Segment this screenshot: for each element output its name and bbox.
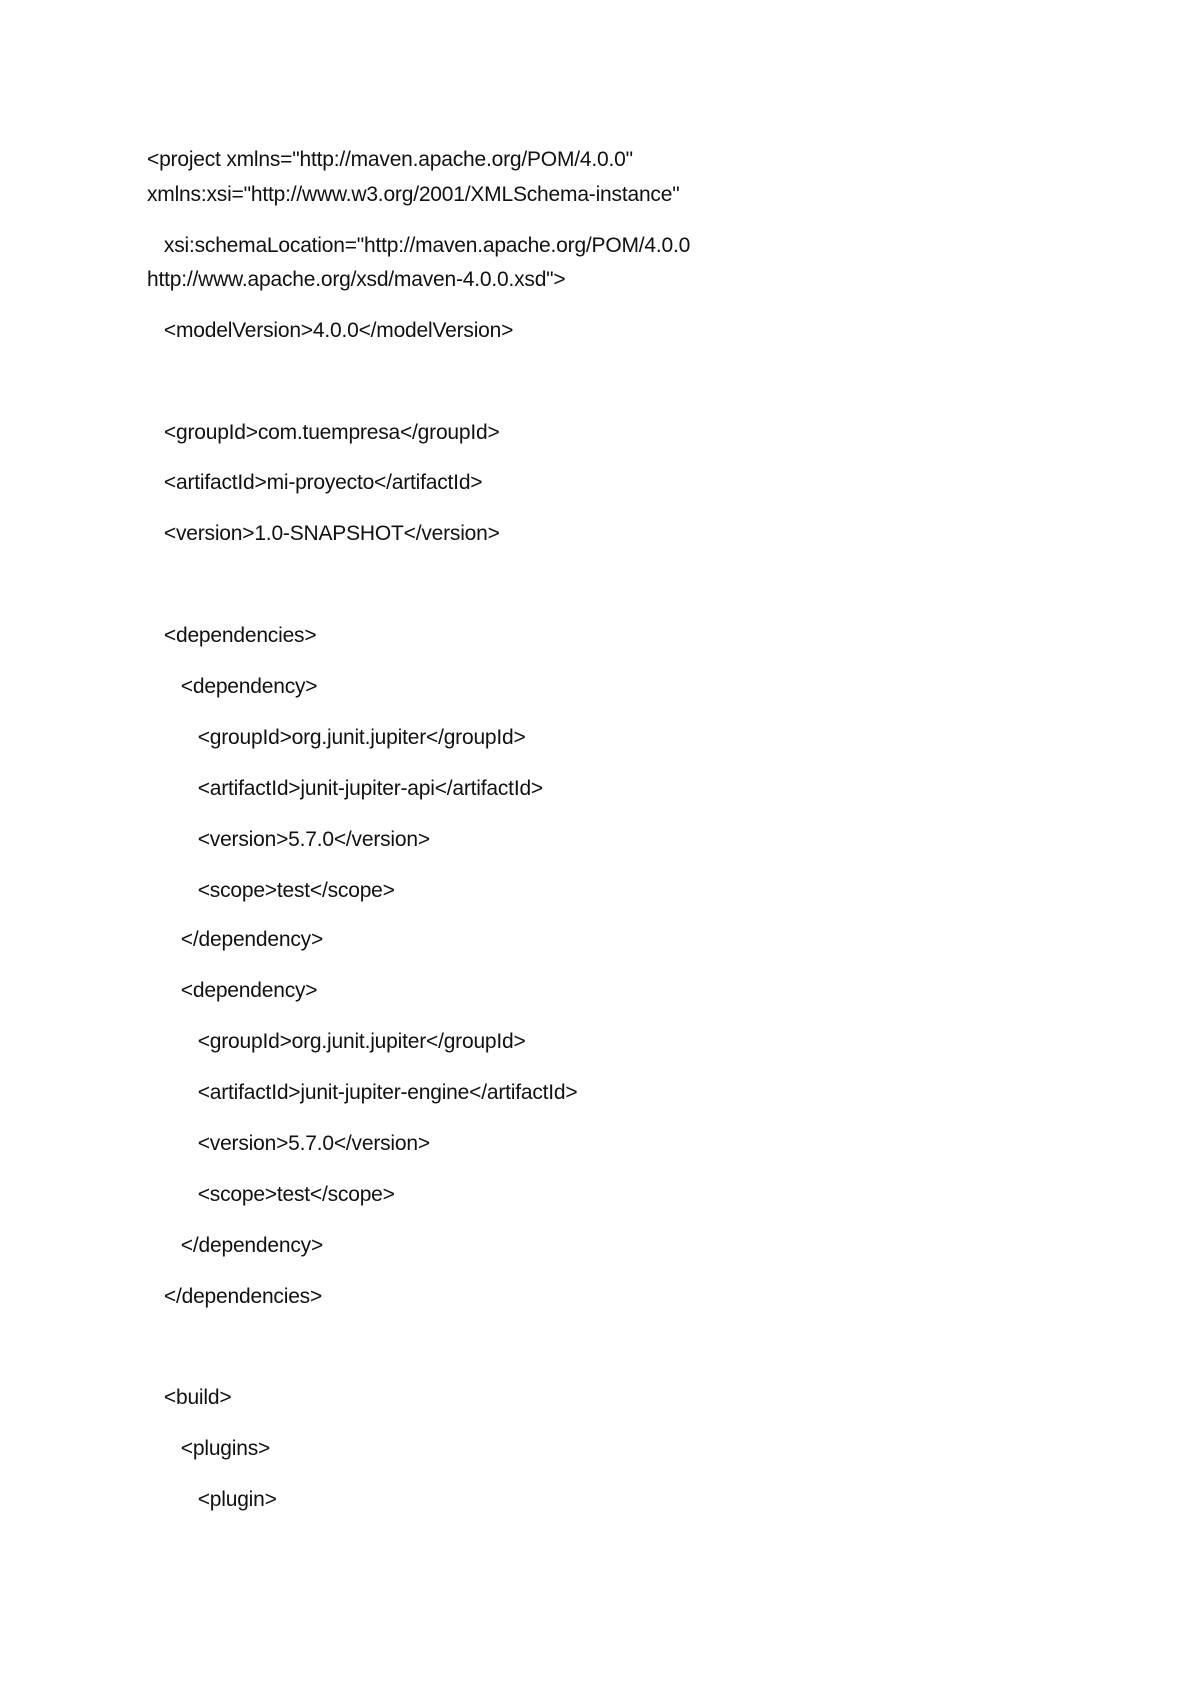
xml-line: <groupId>com.tuempresa</groupId> [147, 421, 500, 444]
xml-line: <dependencies> [147, 624, 317, 647]
xml-line: <scope>test</scope> [147, 879, 395, 902]
xml-line: <groupId>org.junit.jupiter</groupId> [147, 726, 526, 749]
xml-line: <artifactId>mi-proyecto</artifactId> [147, 471, 483, 494]
xml-line: <version>5.7.0</version> [147, 1132, 430, 1155]
xml-line: <build> [147, 1386, 232, 1409]
xml-line: http://www.apache.org/xsd/maven-4.0.0.xsd"> [147, 268, 566, 291]
xml-line: <version>5.7.0</version> [147, 828, 430, 851]
xml-line: <artifactId>junit-jupiter-engine</artifactId> [147, 1081, 578, 1104]
xml-line: <dependency> [147, 979, 318, 1002]
xml-line: </dependency> [147, 928, 324, 951]
xml-line: xsi:schemaLocation="http://maven.apache.org/POM/4.0.0 [147, 234, 691, 257]
xml-line: <plugin> [147, 1488, 277, 1511]
xml-line: <groupId>org.junit.jupiter</groupId> [147, 1030, 526, 1053]
xml-line: </dependency> [147, 1234, 324, 1257]
xml-line: <scope>test</scope> [147, 1183, 395, 1206]
xml-line: <dependency> [147, 675, 318, 698]
xml-line: </dependencies> [147, 1285, 323, 1308]
xml-line: xmlns:xsi="http://www.w3.org/2001/XMLSchema-instance" [147, 183, 680, 206]
xml-line: <modelVersion>4.0.0</modelVersion> [147, 319, 514, 342]
xml-line: <plugins> [147, 1437, 271, 1460]
xml-line: <artifactId>junit-jupiter-api</artifactId> [147, 777, 543, 800]
xml-line: <project xmlns="http://maven.apache.org/POM/4.0.0" [147, 148, 633, 171]
xml-line: <version>1.0-SNAPSHOT</version> [147, 522, 500, 545]
